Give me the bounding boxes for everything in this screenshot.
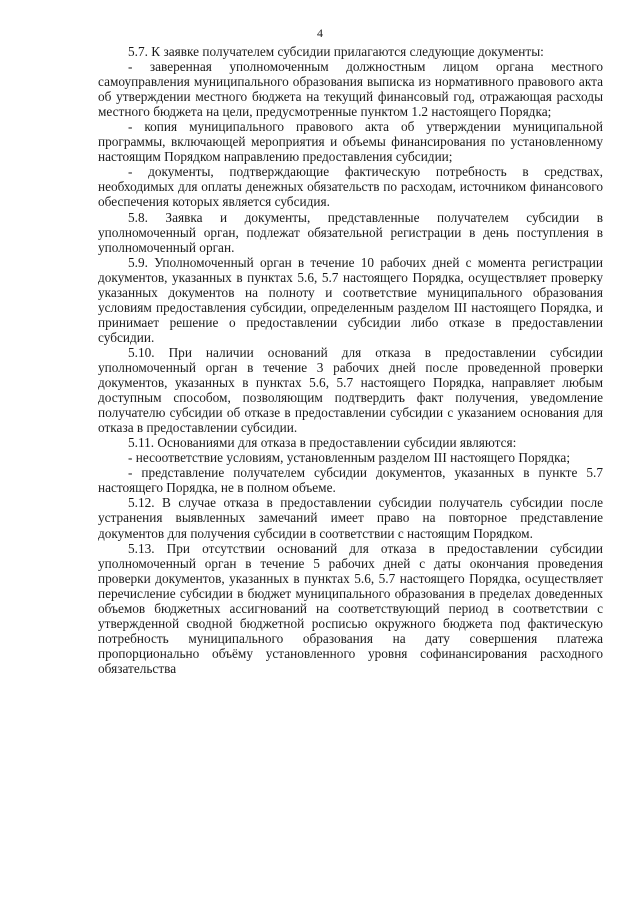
- list-item-need-documents: - документы, подтверждающие фактическую потребность в средствах, необходимых для оплаты денежных обязательств по расходам, источником финансового обеспечения которых является субсидия.: [98, 164, 603, 210]
- paragraph-5-13: 5.13. При отсутствии оснований для отказа в предоставлении субсидии уполномоченный орган в течение 5 рабочих дней с даты окончания проведения проверки документов, указанных в пунктах 5.6, 5.7 настоящего Порядка, осуществляет перечисление субсидии в бюджет муниципального образования в пределах доведенных объемов бюджетных ассигнований на соответствующий период в соответствии с утвержденной сводной бюджетной росписью окружного бюджета под фактическую потребность муниципального образования на дату совершения платежа пропорционально объёму установленного уровня софинансирования расходного обязательства: [98, 540, 603, 676]
- document-body: [98, 44, 603, 676]
- paragraph-5-11: 5.11. Основаниями для отказа в предоставлении субсидии являются:: [128, 435, 517, 451]
- list-item-extract: - заверенная уполномоченным должностным лицом органа местного самоуправления муниципального образования выписка из нормативного правового акта об утверждении местного бюджета на текущий финансовый год, отражающая расходы местного бюджета на цели, предусмотренные пунктом 1.2 настоящего Порядка;: [98, 59, 603, 120]
- paragraph-5-10: 5.10. При наличии оснований для отказа в предоставлении субсидии уполномоченный орган в течение 3 рабочих дней после проведенной проверки документов, указанных в пунктах 5.6, 5.7 настоящего Порядка, направляет любым доступным способом, позволяющим подтвердить факт получения, уведомление получателю субсидии об отказе в предоставлении субсидии с указанием основания для отказа в предоставлении субсидии.: [98, 344, 603, 436]
- paragraph-5-12: 5.12. В случае отказа в предоставлении субсидии получатель субсидии после устранения выявленных замечаний имеет право на повторное представление документов для получения субсидии в соответствии с настоящим Порядком.: [98, 495, 603, 541]
- paragraph-5-8: 5.8. Заявка и документы, представленные получателем субсидии в уполномоченный орган, подлежат обязательной регистрации в день поступления в уполномоченный орган.: [98, 209, 603, 255]
- list-item-program-copy: - копия муниципального правового акта об утверждении муниципальной программы, включающей мероприятия и объемы финансирования по установленному настоящим Порядком направлению предоставления субсидии;: [98, 119, 603, 165]
- paragraph-5-7: 5.7. К заявке получателем субсидии прилагаются следующие документы:: [128, 44, 544, 59]
- list-item-nonconformity: - несоответствие условиям, установленным разделом III настоящего Порядка;: [128, 450, 571, 466]
- page-number: 4: [317, 26, 323, 40]
- list-item-incomplete-documents: - представление получателем субсидии документов, указанных в пункте 5.7 настоящего Порядка, не в полном объеме.: [98, 465, 603, 496]
- paragraph-5-9: 5.9. Уполномоченный орган в течение 10 рабочих дней с момента регистрации документов, указанных в пунктах 5.6, 5.7 настоящего Порядка, осуществляет проверку указанных документов на полноту и соответствие муниципального образования условиям предоставления субсидии, определенным разделом III настоящего Порядка, и принимает решение о предоставлении субсидии либо отказе в предоставлении субсидии.: [98, 254, 603, 345]
